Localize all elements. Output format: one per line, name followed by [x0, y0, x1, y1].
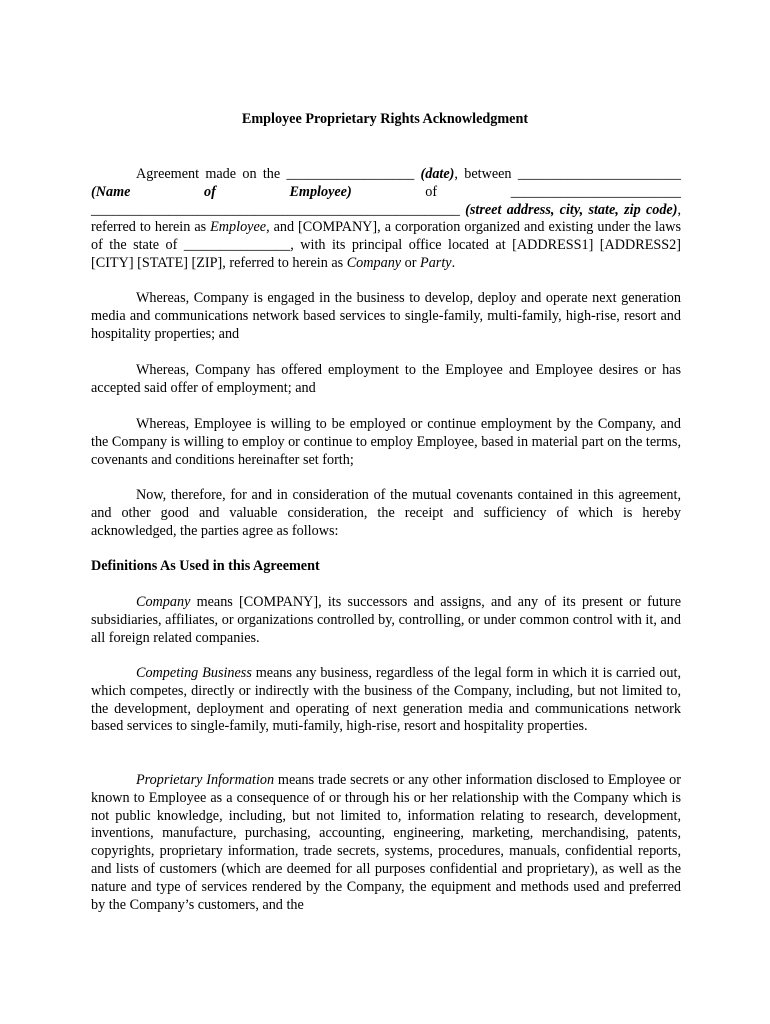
- company-term: Company: [346, 254, 402, 271]
- employee-term: Employee: [210, 219, 267, 236]
- definition-company-text: means [COMPANY], its successors and assigns, and any of its present or future subsidiaries, affiliates, or organizations controlled by, controlling, or under common control with it, and all foreign related companies.: [91, 594, 681, 646]
- address-blank: ____________________________________________________: [91, 201, 466, 218]
- between-text: , between: [454, 166, 512, 182]
- definition-competing-term: Competing Business: [136, 665, 252, 681]
- name-label: (Name of Employee): [91, 183, 352, 200]
- address-label: (street address, city, state, zip code): [465, 201, 678, 218]
- of-text: of ________________________: [351, 183, 681, 200]
- definition-competing-business: [91, 665, 681, 736]
- whereas-paragraph-3: Whereas, Employee is willing to be employed or continue employment by the Company, and the Company is willing to employ or continue to employ Employee, based in material part on the terms, covenants and conditions hereinafter set forth;: [91, 416, 681, 468]
- or-text: or: [401, 254, 421, 271]
- end-period: .: [451, 254, 456, 271]
- party-term: Party: [420, 254, 452, 271]
- date-label: (date): [420, 166, 455, 182]
- definition-proprietary-term: Proprietary Information: [136, 772, 275, 788]
- definition-proprietary-text: means trade secrets or any other information disclosed to Employee or known to Employee as a consequence of or through his or her relationship with the Company which is not public knowledge, including, but not limited to, information relating to research, development, inventions, manufacture, purchasing, accounting, engineering, marketing, merchandising, patents, copyrights, proprietary information, trade secrets, systems, procedures, manuals, confidential reports, and lists of customers (which are deemed for all purposes confidential and proprietary), as well as the nature and type of services rendered by the Company, the equipment and methods used and preferred by the Company’s customers, and the: [91, 772, 681, 913]
- definition-competing-text: means any business, regardless of the legal form in which it is carried out, which competes, directly or indirectly with the business of the Company, including, but not limited to, the development, deployment and operating of next generation media and communications network based services to single-family, muti-family, high-rise, resort and hospitality properties.: [91, 665, 681, 735]
- agreement-paragraph: [91, 166, 681, 273]
- definition-company: [91, 594, 681, 647]
- whereas-paragraph-1: Whereas, Company is engaged in the business to develop, deploy and operate next generation media and communications network based services to single-family, multi-family, high-rise, resort and hospitality properties; and: [91, 290, 681, 342]
- document-title: Employee Proprietary Rights Acknowledgment: [241, 111, 529, 127]
- definition-proprietary-information: [91, 772, 681, 914]
- name-blank: _______________________: [517, 166, 681, 182]
- and-company-text: , and [COMPANY], a corporation organized and existing under the laws of the state of _______________, with its principal office located at [ADDRESS1] [ADDRESS2] [CITY] [STATE] [ZIP], referred to herein as: [91, 219, 681, 271]
- referred-text: , referred to herein as: [91, 201, 682, 236]
- now-therefore-paragraph: Now, therefore, for and in consideration of the mutual covenants contained in this agreement, and other good and valuable consideration, the receipt and sufficiency of which is hereby acknowledged, the parties agree as follows:: [91, 487, 681, 539]
- whereas-paragraph-2: Whereas, Company has offered employment to the Employee and Employee desires or has accepted said offer of employment; and: [91, 362, 681, 396]
- definitions-heading: Definitions As Used in this Agreement: [91, 558, 320, 574]
- definition-company-term: Company: [136, 594, 191, 610]
- agreement-intro: Agreement made on the __________________: [136, 166, 421, 182]
